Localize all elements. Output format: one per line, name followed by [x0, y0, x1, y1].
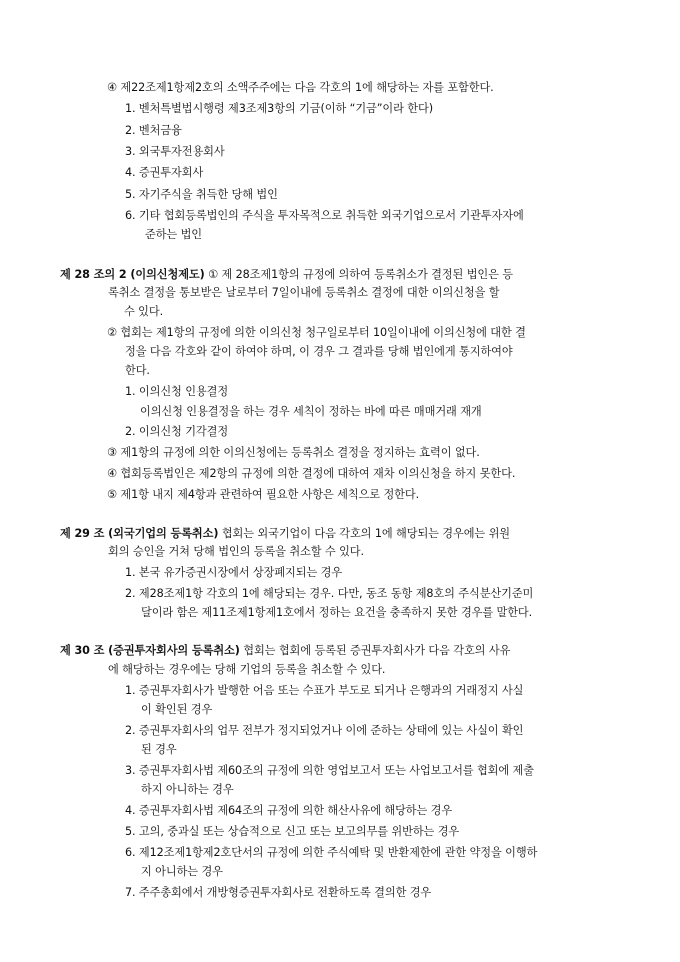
- article-28-2-line1: [60, 267, 513, 282]
- article-30-heading: 제 30 조 (증권투자회사의 등록취소): [60, 644, 240, 657]
- clause-4-text: ④ 협회등록법인은 제2항의 규정에 의한 결정에 대하여 재차 이의신청을 하지 못한다.: [107, 467, 516, 480]
- list-item: 2. 이의신청 기각결정: [125, 425, 229, 438]
- list-item: 5. 고의, 중과실 또는 상습적으로 신고 또는 보고의무를 위반하는 경우: [125, 825, 460, 838]
- list-item-continuation: 지 아니하는 경우: [141, 865, 223, 878]
- clause-4-text: ④ 제22조제1항제2호의 소액주주에는 다음 각호의 1에 해당하는 자를 포함한다.: [107, 81, 494, 94]
- list-item: 2. 증권투자회사의 업무 전부가 정지되었거나 이에 준하는 상태에 있는 사실이 확인: [125, 724, 524, 737]
- list-item-continuation: 된 경우: [141, 743, 177, 756]
- list-item: 6. 제12조제1항제2호단서의 규정에 의한 주식예탁 및 반환제한에 관한 약정을 이행하: [125, 846, 538, 859]
- article-28-2-heading: 제 28 조의 2 (이의신청제도): [60, 268, 205, 281]
- clause-2-continuation: 정을 다음 각호와 같이 하여야 하며, 이 경우 그 결과를 당해 법인에게 통지하여야: [125, 345, 513, 358]
- list-item-continuation: 이 확인된 경우: [141, 703, 213, 716]
- list-item-description: 이의신청 인용결정을 하는 경우 세칙이 정하는 바에 따른 매매거래 재개: [140, 405, 482, 418]
- clause-3-text: ③ 제1항의 규정에 의한 이의신청에는 등록취소 결정을 정지하는 효력이 없다.: [107, 446, 480, 459]
- list-item: 7. 주주총회에서 개방형증권투자회사로 전환하도록 결의한 경우: [125, 886, 432, 899]
- list-item: 1. 본국 유가증권시장에서 상장폐지되는 경우: [125, 566, 343, 579]
- clause-1-text: ① 제 28조제1항의 규정에 의하여 등록취소가 결정된 법인은 등: [208, 268, 513, 281]
- article-29-heading: 제 29 조 (외국기업의 등록취소): [60, 527, 219, 540]
- list-item: 4. 증권투자회사법 제64조의 규정에 의한 해산사유에 해당하는 경우: [125, 804, 453, 817]
- article-29-line1: [60, 526, 510, 541]
- list-item: 2. 벤처금융: [125, 124, 182, 137]
- article-30-body: 협회는 협회에 등록된 증권투자회사가 다음 각호의 사유: [243, 644, 511, 657]
- clause-5-text: ⑤ 제1항 내지 제4항과 관련하여 필요한 사항은 세칙으로 정한다.: [107, 488, 420, 501]
- list-item: 3. 외국투자전용회사: [125, 145, 225, 158]
- article-29-body: 협회는 외국기업이 다음 각호의 1에 해당되는 경우에는 위원: [221, 527, 511, 540]
- article-30-body-continuation: 에 해당하는 경우에는 당해 기업의 등록을 취소할 수 있다.: [108, 663, 386, 676]
- list-item: 1. 이의신청 인용결정: [125, 385, 229, 398]
- list-item-continuation: 달이라 함은 제11조제1항제1호에서 정하는 요건을 충족하지 못한 경우를 말한다.: [141, 606, 533, 619]
- list-item: 6. 기타 협회등록법인의 주식을 투자목적으로 취득한 외국기업으로서 기관투자자에: [125, 209, 524, 222]
- clause-1-continuation: 수 있다.: [124, 305, 164, 318]
- list-item: 5. 자기주식을 취득한 당해 법인: [125, 188, 278, 201]
- clause-1-continuation: 록취소 결정을 통보받은 날로부터 7일이내에 등록취소 결정에 대한 이의신청을 할: [108, 286, 500, 299]
- article-30-line1: [60, 643, 510, 658]
- clause-2-text: ② 협회는 제1항의 규정에 의한 이의신청 청구일로부터 10일이내에 이의신청에 대한 결: [107, 326, 526, 339]
- list-item: 1. 증권투자회사가 발행한 어음 또는 수표가 부도로 되거나 은행과의 거래정지 사실: [125, 684, 524, 697]
- article-29-body-continuation: 회의 승인을 거쳐 당해 법인의 등록을 취소할 수 있다.: [108, 545, 364, 558]
- list-item-continuation: 준하는 법인: [145, 228, 202, 241]
- list-item: 2. 제28조제1항 각호의 1에 해당되는 경우. 다만, 동조 동항 제8호의 주식분산기준미: [125, 587, 534, 600]
- clause-2-continuation: 한다.: [125, 364, 150, 377]
- list-item: 3. 증권투자회사법 제60조의 규정에 의한 영업보고서 또는 사업보고서를 협회에 제출: [125, 764, 534, 777]
- list-item: 1. 벤처특별법시행령 제3조제3항의 기금(이하 “기금”이라 한다): [125, 102, 433, 115]
- list-item-continuation: 하지 아니하는 경우: [141, 783, 234, 796]
- list-item: 4. 증권투자회사: [125, 166, 204, 179]
